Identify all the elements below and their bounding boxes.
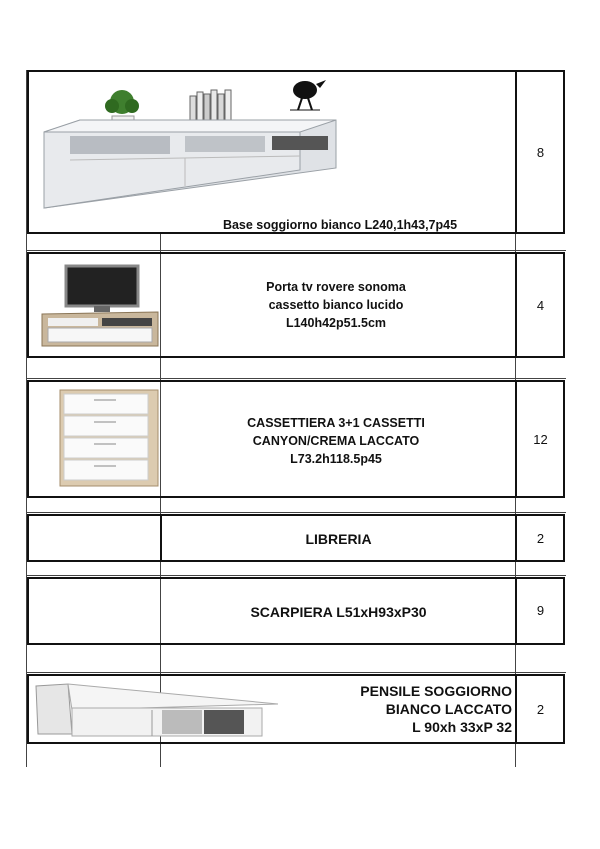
grid-line-row [26,512,566,513]
tv-cabinet-oak-image [38,262,162,348]
item-description: Porta tv rovere sonoma cassetto bianco lucido L140h42p51.5cm [266,280,406,330]
item-description: CASSETTIERA 3+1 CASSETTI CANYON/CREMA LACCATO L73.2h118.5p45 [247,416,425,466]
grid-line-row [26,672,566,673]
item-quantity: 2 [536,702,545,717]
grid-line-row [26,378,566,379]
item-quantity: 12 [533,432,548,447]
grid-line-row [26,250,566,251]
item-quantity: 9 [536,603,545,618]
grid-line-row [26,575,566,576]
item-quantity: 8 [536,145,545,160]
item-description: SCARPIERA L51xH93xP30 [250,604,427,620]
tv-stand-white-image [40,74,340,212]
item-description: LIBRERIA [305,531,372,547]
item-description: PENSILE SOGGIORNO BIANCO LACCATO L 90xh 33xP 32 [360,683,512,735]
item-description: Base soggiorno bianco L240,1h43,7p45 [222,218,458,232]
item-quantity: 2 [536,531,545,546]
item-quantity: 4 [536,298,545,313]
wall-cabinet-image [32,680,282,738]
chest-of-drawers-image [56,388,162,490]
